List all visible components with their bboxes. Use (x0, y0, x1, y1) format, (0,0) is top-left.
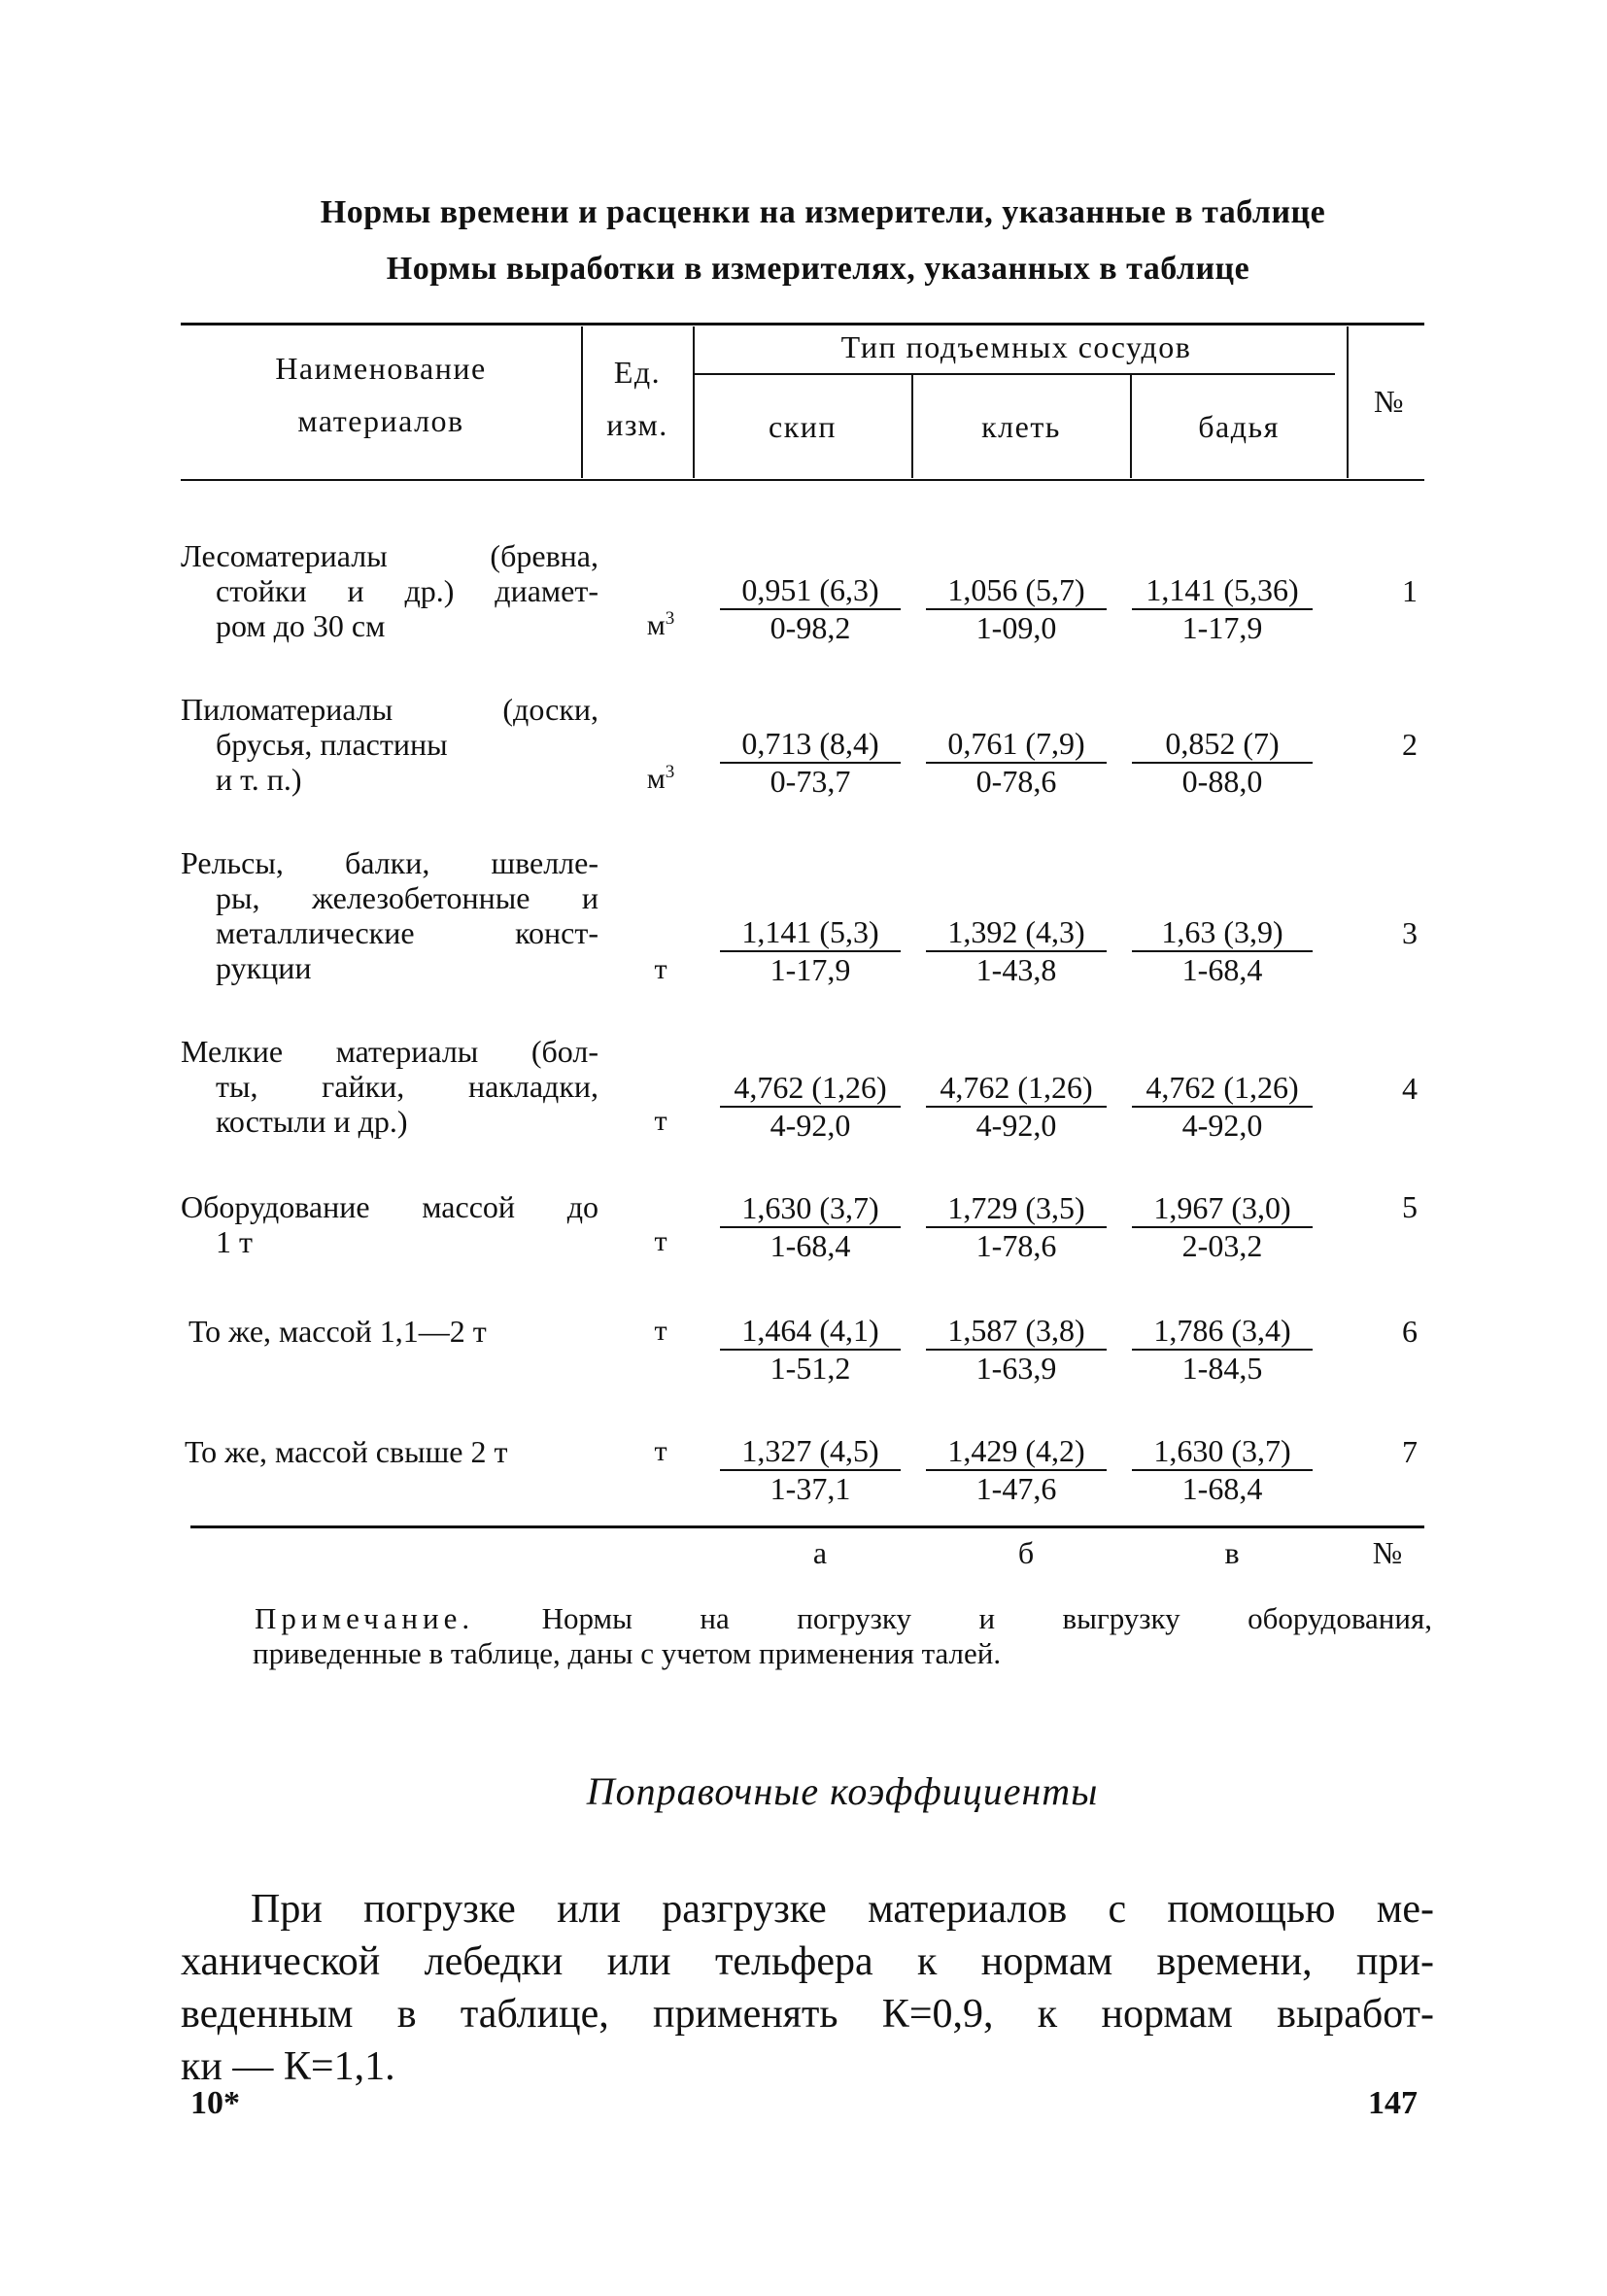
name-line: То же, массой 1,1—2 т (188, 1314, 487, 1349)
unit-power: 3 (665, 762, 675, 782)
rate: 1-68,4 (1181, 952, 1263, 987)
name-line: и т. п.) (216, 762, 302, 797)
value-klet (919, 725, 1113, 799)
title-time-norms: Нормы времени и расценки на измерители, указанные в таблице (320, 194, 1326, 230)
header-col-klet: клеть (981, 409, 1061, 444)
column-letter-a: а (812, 1535, 828, 1570)
unit-text: т (654, 1315, 667, 1347)
note-text-line2: приведенные в таблице, даны с учетом применения талей. (253, 1636, 1002, 1670)
time-norm: 1,327 (4,5) (741, 1433, 879, 1468)
column-letter-v: в (1224, 1535, 1240, 1570)
name-line: Лесоматериалы (бревна, (181, 538, 598, 573)
table-note (255, 1601, 1432, 1671)
header-unit-line2: изм. (606, 407, 668, 442)
value-badya (1125, 1069, 1319, 1143)
value-klet (919, 1189, 1113, 1263)
time-norm: 0,852 (7) (1165, 726, 1280, 761)
header-divider-1 (581, 326, 583, 478)
rate: 1-37,1 (769, 1471, 851, 1506)
row-name (181, 1434, 598, 1469)
row-number: 1 (1402, 573, 1418, 608)
rate: 1-68,4 (769, 1228, 851, 1263)
paragraph-line: ки — К=1,1. (181, 2044, 395, 2089)
header-name-cell (185, 342, 577, 447)
value-klet (919, 1069, 1113, 1143)
rate: 0-73,7 (769, 764, 851, 799)
unit-text: т (654, 1435, 667, 1467)
row-unit (632, 1314, 690, 1348)
time-norm: 0,713 (8,4) (741, 726, 879, 761)
time-norm: 1,786 (3,4) (1153, 1313, 1291, 1348)
rate: 4-92,0 (1181, 1108, 1263, 1143)
unit-power: 3 (665, 608, 675, 629)
name-line: брусья, пластины (216, 727, 448, 762)
note-text-line1: Нормы на погрузку и выгрузку оборудования, (541, 1601, 1432, 1635)
table-bottom-rule (190, 1525, 1424, 1528)
page-number: 147 (1368, 2085, 1418, 2121)
value-badya (1125, 725, 1319, 799)
name-line: Пиломатериалы (доски, (181, 692, 598, 727)
time-norm: 1,967 (3,0) (1153, 1190, 1291, 1225)
value-skip (713, 571, 907, 645)
paragraph-line: При погрузке или разгрузке материалов с помощью ме- (251, 1887, 1434, 1932)
time-norm: 1,464 (4,1) (741, 1313, 879, 1348)
column-letter-b: б (1017, 1535, 1035, 1570)
row-number: 5 (1402, 1189, 1418, 1224)
time-norm: 1,056 (5,7) (947, 572, 1085, 607)
name-line: стойки и др.) диамет- (216, 573, 598, 608)
rate: 4-92,0 (975, 1108, 1057, 1143)
rate: 1-17,9 (769, 952, 851, 987)
row-unit (632, 952, 690, 986)
value-badya (1125, 1312, 1319, 1386)
rate: 1-43,8 (975, 952, 1057, 987)
header-vessel-group: Тип подъемных сосудов (840, 329, 1192, 364)
note-line1 (255, 1601, 1432, 1636)
rate: 0-78,6 (975, 764, 1057, 799)
time-norm: 1,729 (3,5) (947, 1190, 1085, 1225)
header-bottom-rule (181, 479, 1424, 481)
header-divider-5 (1347, 326, 1349, 478)
time-norm: 1,141 (5,36) (1145, 572, 1299, 607)
time-norm: 1,587 (3,8) (947, 1313, 1085, 1348)
name-line: ры, железобетонные и (216, 880, 598, 915)
row-name (181, 1034, 598, 1139)
time-norm: 4,762 (1,26) (940, 1070, 1093, 1105)
row-unit (632, 762, 690, 796)
rate: 1-68,4 (1181, 1471, 1263, 1506)
title-output-norms: Нормы выработки в измерителях, указанных в таблице (386, 251, 1250, 287)
value-badya (1125, 571, 1319, 645)
row-name (181, 1189, 598, 1259)
value-klet (919, 1312, 1113, 1386)
rate: 1-47,6 (975, 1471, 1057, 1506)
rate: 1-84,5 (1181, 1351, 1263, 1386)
time-norm: 1,630 (3,7) (1153, 1433, 1291, 1468)
name-line: То же, массой свыше 2 т (185, 1434, 508, 1469)
column-letter-no: № (1372, 1535, 1403, 1570)
row-name (181, 692, 598, 797)
value-badya (1125, 913, 1319, 987)
section-title (0, 1768, 1607, 1814)
value-skip (713, 1069, 907, 1143)
value-skip (713, 725, 907, 799)
value-badya (1125, 1432, 1319, 1506)
rate: 0-98,2 (769, 610, 851, 645)
header-name-line1: Наименование (275, 351, 487, 386)
header-divider-4 (1130, 375, 1132, 478)
rate: 1-51,2 (769, 1351, 851, 1386)
value-skip (713, 1432, 907, 1506)
unit-text: т (654, 1105, 667, 1137)
name-line: ром до 30 см (216, 608, 386, 643)
unit-text: т (654, 1225, 667, 1257)
row-number: 4 (1402, 1071, 1418, 1106)
name-line: Рельсы, балки, швелле- (181, 845, 598, 880)
rate: 1-17,9 (1181, 610, 1263, 645)
section-title-text: Поправочные коэффициенты (586, 1769, 1099, 1813)
time-norm: 4,762 (1,26) (1145, 1070, 1299, 1105)
value-skip (713, 1189, 907, 1263)
rate: 4-92,0 (769, 1108, 851, 1143)
name-line: металлические конст- (216, 915, 598, 950)
row-unit (632, 608, 690, 642)
header-col-badya: бадья (1198, 409, 1280, 444)
row-name (181, 1314, 598, 1349)
header-col-no: № (1373, 384, 1406, 419)
header-divider-2 (693, 326, 695, 478)
table-titles (0, 194, 1607, 288)
row-number: 2 (1402, 727, 1418, 762)
vessel-group-rule (694, 373, 1335, 375)
time-norm: 1,630 (3,7) (741, 1190, 879, 1225)
rate: 2-03,2 (1181, 1228, 1263, 1263)
time-norm: 0,951 (6,3) (741, 572, 879, 607)
row-number: 6 (1402, 1314, 1418, 1349)
row-name (181, 845, 598, 985)
unit-text: м (646, 609, 666, 641)
row-number: 7 (1402, 1434, 1418, 1469)
header-col-skip: скип (769, 409, 837, 444)
row-number: 3 (1402, 915, 1418, 950)
value-klet (919, 1432, 1113, 1506)
unit-text: м (646, 763, 666, 795)
time-norm: 1,429 (4,2) (947, 1433, 1085, 1468)
rate: 1-63,9 (975, 1351, 1057, 1386)
correction-paragraph (181, 1883, 1434, 2093)
value-skip (713, 1312, 907, 1386)
value-klet (919, 571, 1113, 645)
row-unit (632, 1434, 690, 1468)
value-klet (919, 913, 1113, 987)
time-norm: 1,392 (4,3) (947, 914, 1085, 949)
name-line: рукции (216, 950, 312, 985)
row-unit (632, 1104, 690, 1138)
name-line: костыли и др.) (216, 1104, 408, 1139)
paragraph-line: веденным в таблице, применять К=0,9, к нормам выработ- (181, 1992, 1434, 2037)
value-badya (1125, 1189, 1319, 1263)
header-unit-line1: Ед. (613, 355, 662, 390)
header-unit-cell (585, 346, 690, 451)
rate: 1-09,0 (975, 610, 1057, 645)
row-name (181, 538, 598, 643)
unit-text: т (654, 953, 667, 985)
header-name-line2: материалов (297, 403, 464, 438)
rate: 1-78,6 (975, 1228, 1057, 1263)
name-line: 1 т (216, 1224, 253, 1259)
time-norm: 4,762 (1,26) (734, 1070, 887, 1105)
name-line: Мелкие материалы (бол- (181, 1034, 598, 1069)
value-skip (713, 913, 907, 987)
name-line: Оборудование массой до (181, 1189, 598, 1224)
paragraph-line: ханической лебедки или тельфера к нормам времени, при- (181, 1939, 1434, 1984)
time-norm: 1,141 (5,3) (741, 914, 879, 949)
page-signature: 10* (190, 2085, 240, 2121)
time-norm: 1,63 (3,9) (1161, 914, 1283, 949)
name-line: ты, гайки, накладки, (216, 1069, 598, 1104)
note-label: Примечание. (255, 1601, 475, 1635)
row-unit (632, 1224, 690, 1258)
rate: 0-88,0 (1181, 764, 1263, 799)
time-norm: 0,761 (7,9) (947, 726, 1085, 761)
